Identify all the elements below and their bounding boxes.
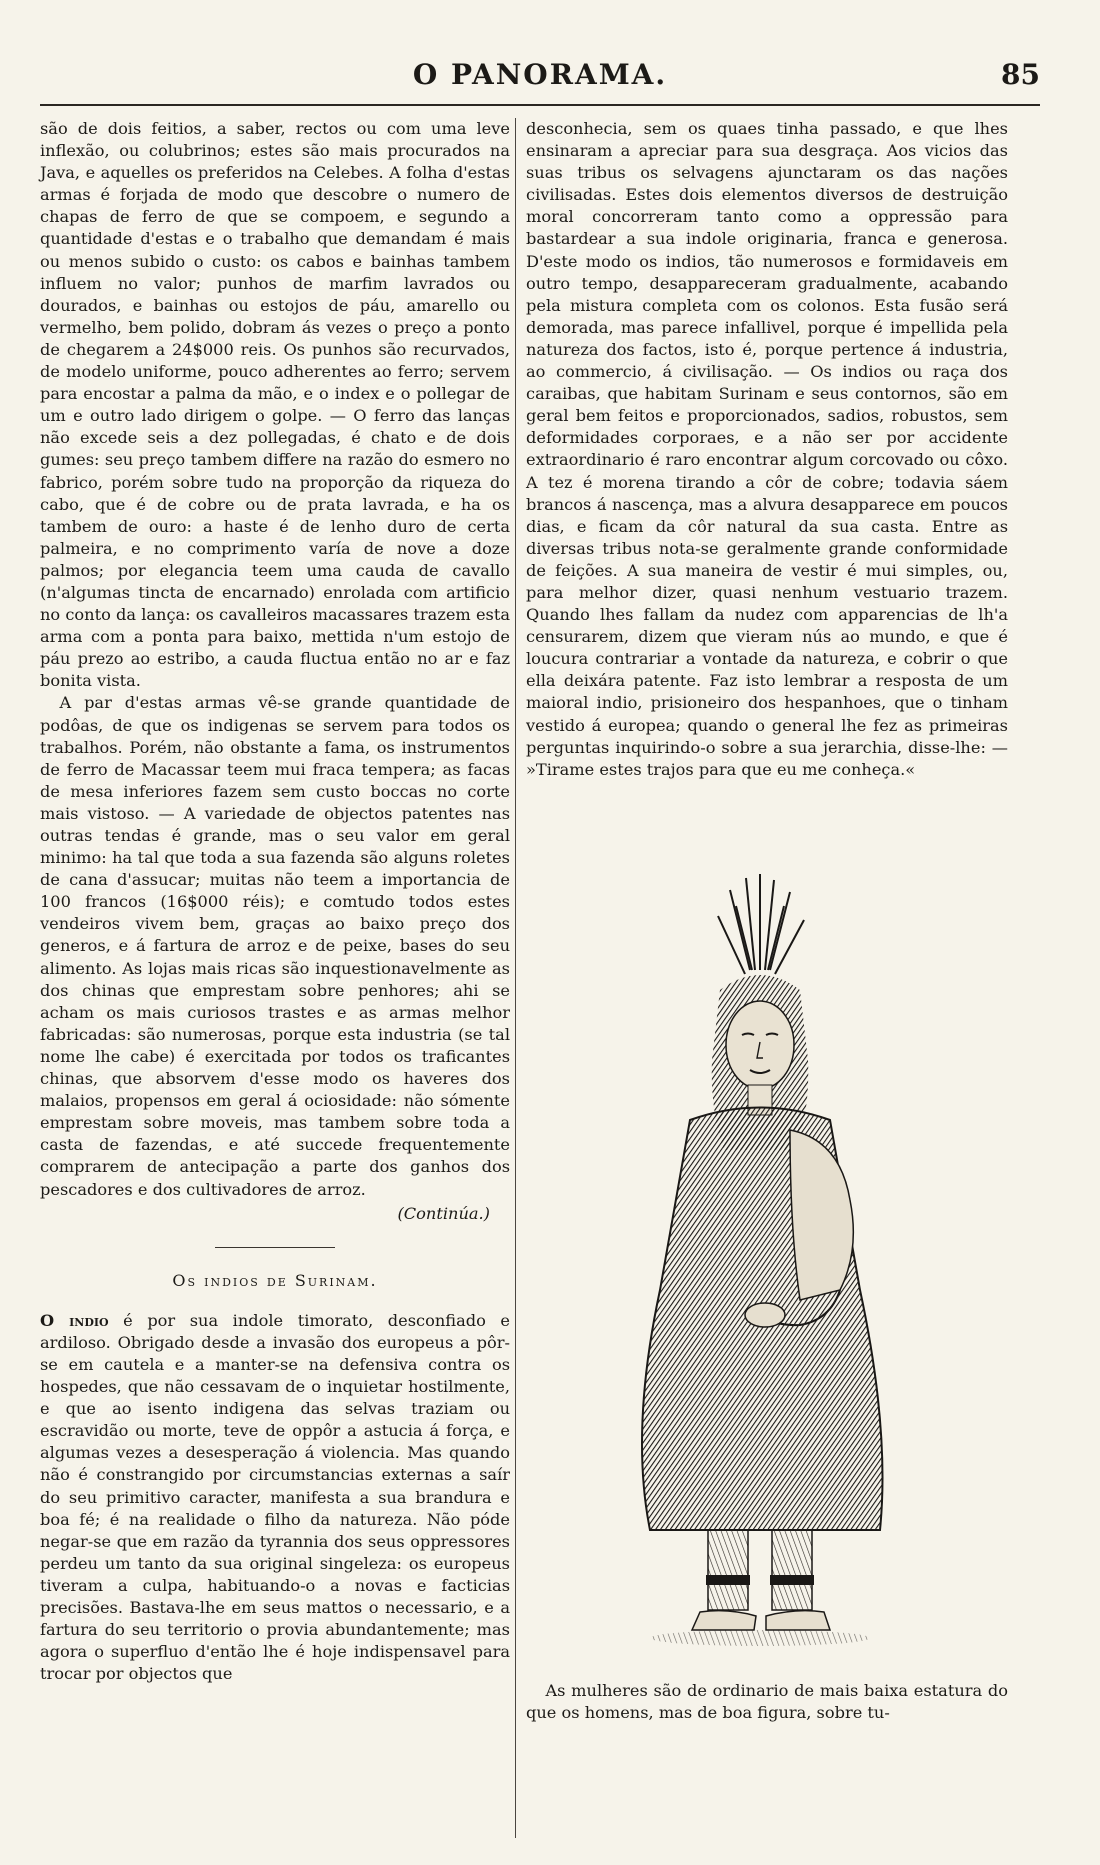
- left-column: [40, 118, 510, 1685]
- right-column: [526, 118, 1008, 781]
- feather-headdress: [718, 874, 804, 974]
- section-separator: [215, 1247, 335, 1248]
- right-column-bottom: [526, 1680, 1008, 1724]
- lead-words: O indio: [40, 1310, 109, 1330]
- paragraph: A par d'estas armas vê-se grande quantidade de podôas, de que os indigenas se servem para todos os trabalhos. Porém, não obstante a fama, os instrumentos de ferro de Macassar teem mui fraca tempera; as facas de mesa inferiores fazem sem custo boccas no corte mais vistoso. — A variedade de objectos patentes nas outras tendas é grande, mas o seu valor em geral minimo: ha tal que toda a sua fazenda são alguns roletes de cana d'assucar; muitas não teem a importancia de 100 francos (16$000 réis); e comtudo todos estes vendeiros vivem bem, graças ao baixo preço dos generos, e á fartura de arroz e de peixe, bases do seu alimento. As lojas mais ricas são inquestionavelmente as dos chinas que emprestam sobre penhores; ahi se acham os mais curiosos trastes e as armas melhor fabricadas: são numerosas, porque esta industria (se tal nome lhe cabe) é exercitada por todos os traficantes chinas, que absorvem d'esse modo os haveres dos malaios, propensos em geral á ociosidade: não sómente emprestam sobre moveis, mas tambem sobre toda a casta de fazendas, e até succede frequentemente comprarem de antecipação a parte dos ganhos dos pescadores e dos cultivadores de arroz.: [40, 693, 510, 1199]
- header-rule: [40, 104, 1040, 106]
- paragraph: são de dois feitios, a saber, rectos ou com uma leve inflexão, ou colubrinos; estes são mais procurados na Java, e aquelles os preferidos na Celebes. A folha d'estas armas é forjada de modo que descobre o numero de chapas de ferro de que se compoem, e segundo a quantidade d'estas e o trabalho que demandam é mais ou menos subido o custo: os cabos e bainhas tambem influem no valor; punhos de marfim lavrados ou dourados, e bainhas ou estojos de páu, amarello ou vermelho, bem polido, dobram ás vezes o preço a ponto de chegarem a 24$000 reis. Os punhos são recurvados, de modelo uniforme, pouco adherentes ao ferro; servem para encostar a palma da mão, e o index e o pollegar de um e outro lado dirigem o golpe. — O ferro das lanças não excede seis a dez pollegadas, é chato e de dois gumes: seu preço tambem differe na razão do esmero no fabrico, porém sobre tudo na proporção da riqueza do cabo, que é de cobre ou de prata lavrada, e ha os tambem de ouro: a haste é de lenho duro de certa palmeira, e no comprimento varía de nove a doze palmos; por elegancia teem uma cauda de cavallo (n'algumas tincta de encarnado) enrolada com artificio no conto da lança: os cavalleiros macassares trazem esta arma com a ponta para baixo, mettida n'um estojo de páu prezo ao estribo, a cauda fluctua então no ar e faz bonita vista.: [40, 119, 510, 691]
- section-title: Os indios de Surinam.: [172, 1270, 378, 1290]
- paragraph: As mulheres são de ordinario de mais baixa estatura do que os homens, mas de boa figura, sobre tu-: [526, 1681, 1008, 1723]
- woman-engraving-illustration: [560, 870, 960, 1660]
- page-header: [40, 52, 1040, 100]
- paragraph: O indio é por sua indole timorato, desconfiado e ardiloso. Obrigado desde a invasão dos europeus a pôr-se em cautela e a manter-se na defensiva contra os hospedes, que não cessavam de o inquietar hostilmente, e que ao isento indigena das selvas traziam ou escravidão ou morte, teve de oppôr a astucia á força, e algumas vezes a desesperação á violencia. Mas quando não é constrangido por circumstancias externas a saír do seu primitivo caracter, manifesta a sua brandura e boa fé; é na realidade o filho da natureza. Não póde negar-se que em razão da tyrannia dos seus oppressores perdeu um tanto da sua original singeleza: os europeus tiveram a culpa, habituando-o a novas e facticias precisões. Bastava-lhe em seus mattos o necessario, e a fartura do seu territorio o provia abundantemente; mas agora o superfluo d'então lhe é hoje indispensavel para trocar por objectos que: [40, 1310, 510, 1684]
- publication-title: O PANORAMA.: [412, 58, 668, 91]
- page-number: 85: [1001, 58, 1040, 91]
- column-divider: [515, 118, 516, 1838]
- continued-note: (Continúa.): [397, 1203, 490, 1223]
- paragraph: desconhecia, sem os quaes tinha passado, e que lhes ensinaram a apreciar para sua desgraça. Aos vicios das suas tribus os selvagens ajunctaram os das nações civilisadas. Estes dois elementos diversos de destruição moral concorreram tanto como a oppressão para bastardear a sua indole originaria, franca e generosa. D'este modo os indios, tão numerosos e formidaveis em outro tempo, desappareceram gradualmente, acabando pela mistura completa com os colonos. Esta fusão será demorada, mas parece infallivel, porque é impellida pela natureza dos factos, isto é, porque pertence á industria, ao commercio, á civilisação. — Os indios ou raça dos caraibas, que habitam Surinam e seus contornos, são em geral bem feitos e proporcionados, sadios, robustos, sem deformidades corporaes, e a não ser por accidente extraordinario é raro encontrar algum corcovado ou côxo. A tez é morena tirando a côr de cobre; todavia sáem brancos á nascença, mas a alvura desapparece em poucos dias, e ficam da côr natural da sua casta. Entre as diversas tribus nota-se geralmente grande conformidade de feições. A sua maneira de vestir é mui simples, ou, para melhor dizer, quasi nenhum vestuario trazem. Quando lhes fallam da nudez com apparencias de lh'a censurarem, dizem que vieram nús ao mundo, e que é loucura contrariar a vontade da natureza, e cobrir o que ella deixára patente. Faz isto lembrar a resposta de um maioral indio, prisioneiro dos hespanhoes, que o tinham vestido á europea; quando o general lhe fez as primeiras perguntas inquirindo-o sobre a sua jerarchia, disse-lhe: — »Tirame estes trajos para que eu me conheça.«: [526, 119, 1008, 779]
